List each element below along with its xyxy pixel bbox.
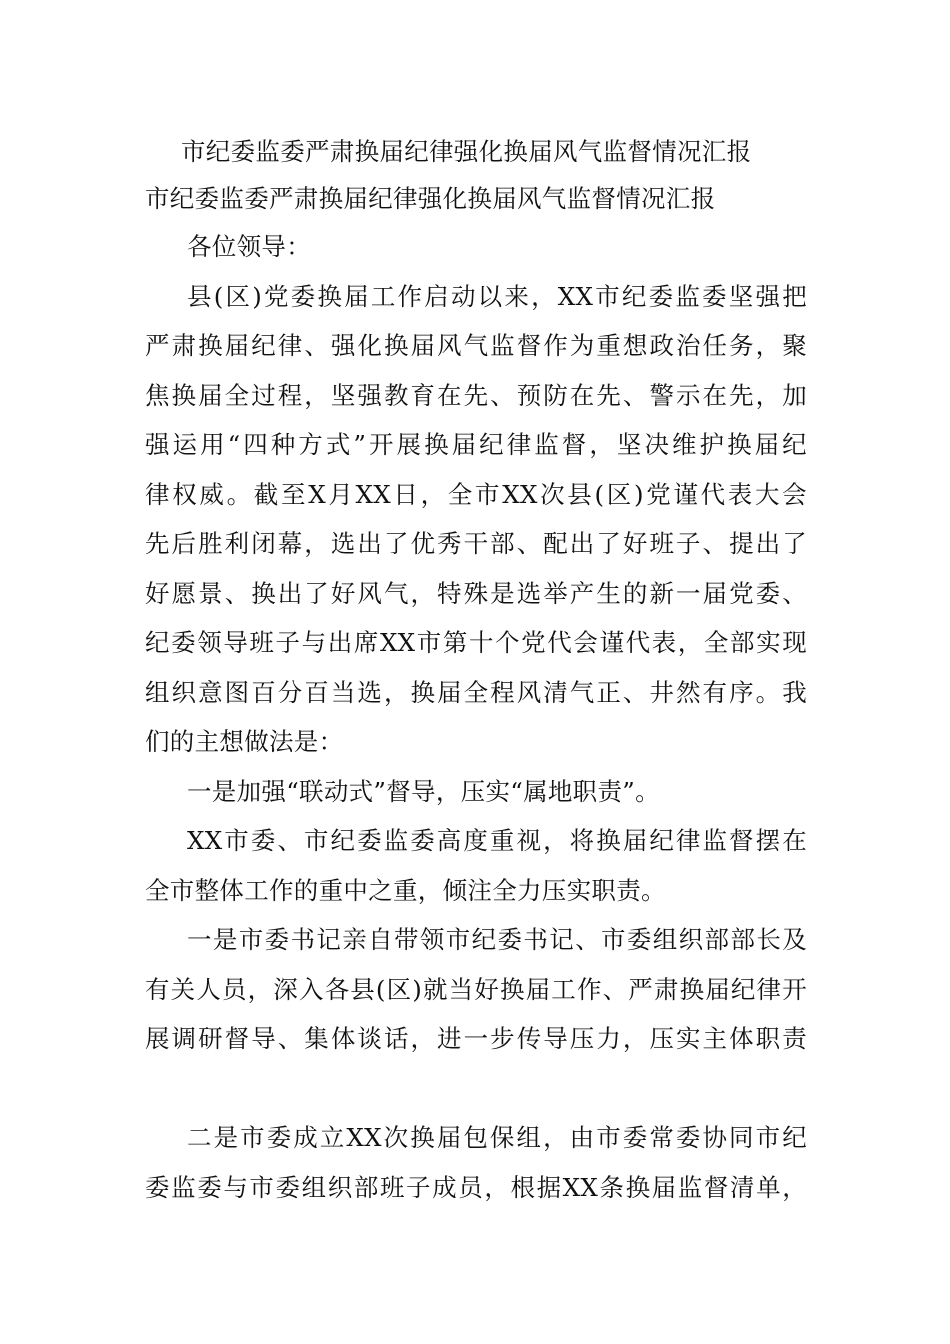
paragraph-line: 好愿景、换出了好风气，特殊是选举产生的新一届党委、 (145, 578, 807, 608)
paragraph-line: 严肃换届纪律、强化换届风气监督作为重想政治任务，聚 (145, 331, 807, 360)
paragraph-line: 委监委与市委组织部班子成员，根据XX条换届监督清单， (145, 1172, 807, 1202)
paragraph-item-2 (145, 1113, 807, 1212)
document-title-repeat: 市纪委监委严肃换届纪律强化换届风气监督情况汇报 (181, 137, 752, 166)
paragraph-line: XX市委、市纪委监委高度重视，将换届纪律监督摆在 (187, 826, 807, 855)
paragraph-line: 律权威。截至X月XX日，全市XX次县(区)党谨代表大会 (145, 479, 807, 509)
paragraph-line: 展调研督导、集体谈话，进一步传导压力，压实主体职责 (145, 1024, 807, 1053)
document-title: 市纪委监委严肃换届纪律强化换届风气监督情况汇报 (145, 184, 716, 213)
salutation: 各位领导： (187, 232, 311, 261)
paragraph-line: 一是加强“联动式”督导，压实“属地职责”。 (187, 776, 660, 806)
paragraph-line: 二是市委成立XX次换届包保组，由市委常委协同市纪 (187, 1123, 807, 1152)
paragraph-line: 全市整体工作的重中之重，倾注全力压实职责。 (145, 875, 666, 905)
blank-line (145, 1064, 807, 1114)
paragraph-section-1 (145, 816, 807, 915)
paragraph-item-1 (145, 915, 807, 1064)
paragraph-line: 们的主想做法是： (145, 727, 344, 756)
paragraph-intro (145, 272, 807, 767)
paragraph-line: 组织意图百分百当选，换届全程风清气正、井然有序。我 (145, 677, 807, 707)
document-body (145, 128, 807, 1212)
paragraph-line: 强运用“四种方式”开展换届纪律监督，坚决维护换届纪 (145, 430, 807, 459)
paragraph-line: 纪委领导班子与出席XX市第十个党代会谨代表，全部实现 (145, 628, 807, 657)
section-heading-1 (145, 767, 807, 817)
paragraph-line: 焦换届全过程，坚强教育在先、预防在先、警示在先，加 (145, 380, 807, 410)
paragraph-line: 一是市委书记亲自带领市纪委书记、市委组织部部长及 (187, 925, 807, 954)
paragraph-line: 先后胜利闭幕，选出了优秀干部、配出了好班子、提出了 (145, 529, 807, 558)
paragraph-line: 有关人员，深入各县(区)就当好换届工作、严肃换届纪律开 (145, 974, 807, 1004)
paragraph-line: 县(区)党委换届工作启动以来，XX市纪委监委坚强把 (187, 281, 807, 311)
